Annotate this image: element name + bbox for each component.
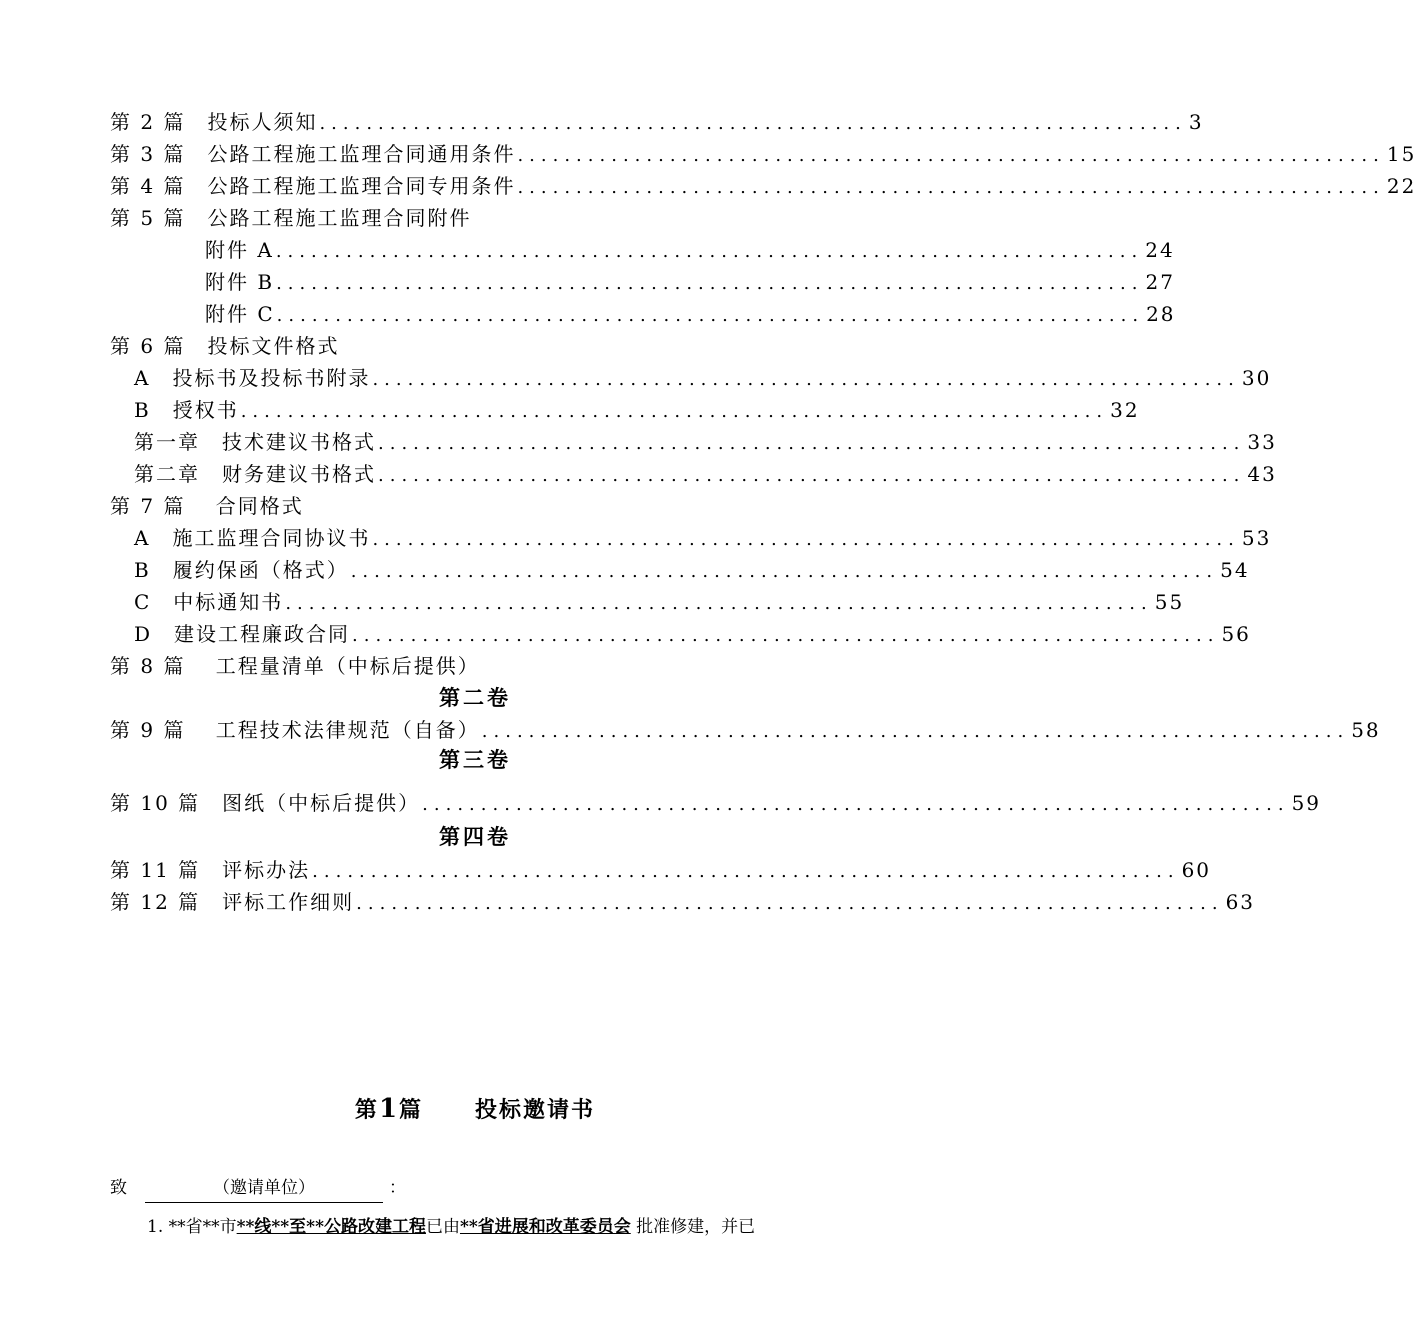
- para-text: 1. **省**市: [147, 1217, 237, 1237]
- toc-leader: ..........................................................................: [481, 721, 1350, 742]
- addressee-line: [110, 1174, 406, 1203]
- toc-row[interactable]: [110, 788, 1322, 818]
- toc-row[interactable]: [110, 491, 828, 521]
- toc-leader: ..........................................................................: [378, 465, 1246, 486]
- volume-heading: 第四卷: [439, 824, 511, 849]
- toc-page: 63: [1225, 890, 1256, 914]
- project-name: **线**至**公路改建工程: [236, 1217, 426, 1237]
- toc-page: 53: [1241, 526, 1272, 550]
- toc-page: 27: [1145, 270, 1175, 294]
- volume-heading: 第三卷: [439, 747, 511, 772]
- toc-page: 60: [1181, 858, 1212, 882]
- toc-label: 第 9 篇 工程技术法律规范（自备）: [110, 718, 480, 742]
- toc-page: 56: [1221, 622, 1251, 646]
- toc-label: A 施工监理合同协议书: [134, 526, 371, 550]
- toc-leader: ..........................................................................: [356, 893, 1224, 914]
- part-number: 1: [378, 1094, 400, 1124]
- toc-label: 第 8 篇 工程量清单（中标后提供）: [110, 654, 480, 678]
- toc-label: 第二章 财务建议书格式: [134, 462, 376, 486]
- toc-label: 第 11 篇 评标办法: [110, 858, 311, 882]
- toc-page: 33: [1247, 430, 1277, 454]
- toc-page: 32: [1110, 398, 1140, 422]
- toc-row[interactable]: [205, 267, 1175, 297]
- toc-leader: ..........................................................................: [372, 529, 1240, 550]
- toc-page: 30: [1241, 366, 1272, 390]
- toc-leader: ..........................................................................: [352, 625, 1220, 646]
- toc-page: 3: [1188, 110, 1204, 134]
- toc-leader: ..........................................................................: [276, 273, 1144, 294]
- toc-leader: ..........................................................................: [285, 593, 1153, 614]
- toc-row[interactable]: [110, 651, 828, 681]
- toc-leader: ..........................................................................: [422, 794, 1290, 815]
- toc-leader: ..........................................................................: [312, 861, 1180, 882]
- toc-row[interactable]: [110, 715, 1381, 745]
- toc-row[interactable]: [110, 203, 828, 233]
- toc-page: 22: [1386, 174, 1416, 198]
- toc-row[interactable]: [134, 523, 1272, 553]
- paragraph-1: [147, 1213, 755, 1241]
- part-prefix: 第: [354, 1097, 379, 1123]
- toc-page: 58: [1351, 718, 1381, 742]
- toc-row[interactable]: [134, 363, 1272, 393]
- part-1-heading: [0, 1092, 950, 1127]
- para-text: 已由: [425, 1217, 460, 1237]
- toc-label: D 建设工程廉政合同: [134, 622, 351, 646]
- toc-label: 第 10 篇 图纸（中标后提供）: [110, 791, 421, 815]
- toc-label: A 投标书及投标书附录: [134, 366, 371, 390]
- toc-leader: ..........................................................................: [276, 305, 1145, 326]
- toc-row[interactable]: [134, 427, 1277, 457]
- toc-row[interactable]: [110, 107, 1204, 137]
- toc-row[interactable]: [134, 587, 1185, 617]
- toc-row[interactable]: [134, 619, 1251, 649]
- toc-label: 附件 A: [205, 238, 274, 262]
- toc-row[interactable]: [134, 555, 1250, 585]
- volume-heading: 第二卷: [439, 685, 511, 710]
- invited-unit-blank[interactable]: （邀请单位）: [145, 1174, 383, 1203]
- toc-label: 第 12 篇 评标工作细则: [110, 890, 355, 914]
- toc-label: C 中标通知书: [134, 590, 284, 614]
- toc-label: 附件 C: [205, 302, 275, 326]
- toc-row[interactable]: [110, 855, 1212, 885]
- toc-leader: ..........................................................................: [319, 113, 1187, 134]
- toc-row[interactable]: [205, 299, 1176, 329]
- para-text: 批准修建，并已: [630, 1217, 756, 1237]
- toc-page: 15: [1386, 142, 1416, 166]
- toc-page: 28: [1146, 302, 1176, 326]
- toc-leader: ..........................................................................: [275, 241, 1144, 262]
- toc-row[interactable]: [205, 235, 1175, 265]
- toc-label: 第 3 篇 公路工程施工监理合同通用条件: [110, 142, 516, 166]
- toc-leader: ..........................................................................: [517, 145, 1385, 166]
- toc-page: 43: [1247, 462, 1277, 486]
- part-suffix: 篇: [399, 1097, 424, 1123]
- toc-label: 第 5 篇 公路工程施工监理合同附件: [110, 206, 472, 230]
- toc-row[interactable]: [134, 459, 1277, 489]
- toc-label: 第一章 技术建议书格式: [134, 430, 376, 454]
- toc-leader: ..........................................................................: [378, 433, 1246, 454]
- toc-label: 第 2 篇 投标人须知: [110, 110, 318, 134]
- toc-page: 59: [1291, 791, 1322, 815]
- toc-leader: ..........................................................................: [372, 369, 1240, 390]
- toc-row[interactable]: [110, 331, 828, 361]
- toc-label: B 履约保函（格式）: [134, 558, 349, 582]
- toc-page: 54: [1220, 558, 1250, 582]
- toc-row[interactable]: [110, 887, 1256, 917]
- toc-leader: ..........................................................................: [240, 401, 1109, 422]
- toc-page: 24: [1145, 238, 1175, 262]
- toc-row[interactable]: [134, 395, 1140, 425]
- toc-label: 第 7 篇 合同格式: [110, 494, 304, 518]
- to-colon: ：: [389, 1178, 406, 1198]
- toc-row[interactable]: [110, 139, 1416, 169]
- toc-page: 55: [1154, 590, 1185, 614]
- toc-leader: ..........................................................................: [517, 177, 1385, 198]
- to-label: 致: [110, 1178, 127, 1198]
- toc-label: B 授权书: [134, 398, 239, 422]
- toc-row[interactable]: [110, 171, 1416, 201]
- toc-label: 第 4 篇 公路工程施工监理合同专用条件: [110, 174, 516, 198]
- toc-label: 第 6 篇 投标文件格式: [110, 334, 340, 358]
- part-title: 投标邀请书: [475, 1097, 596, 1123]
- toc-label: 附件 B: [205, 270, 275, 294]
- toc-leader: ..........................................................................: [350, 561, 1219, 582]
- approving-authority: **省进展和改革委员会: [459, 1217, 631, 1237]
